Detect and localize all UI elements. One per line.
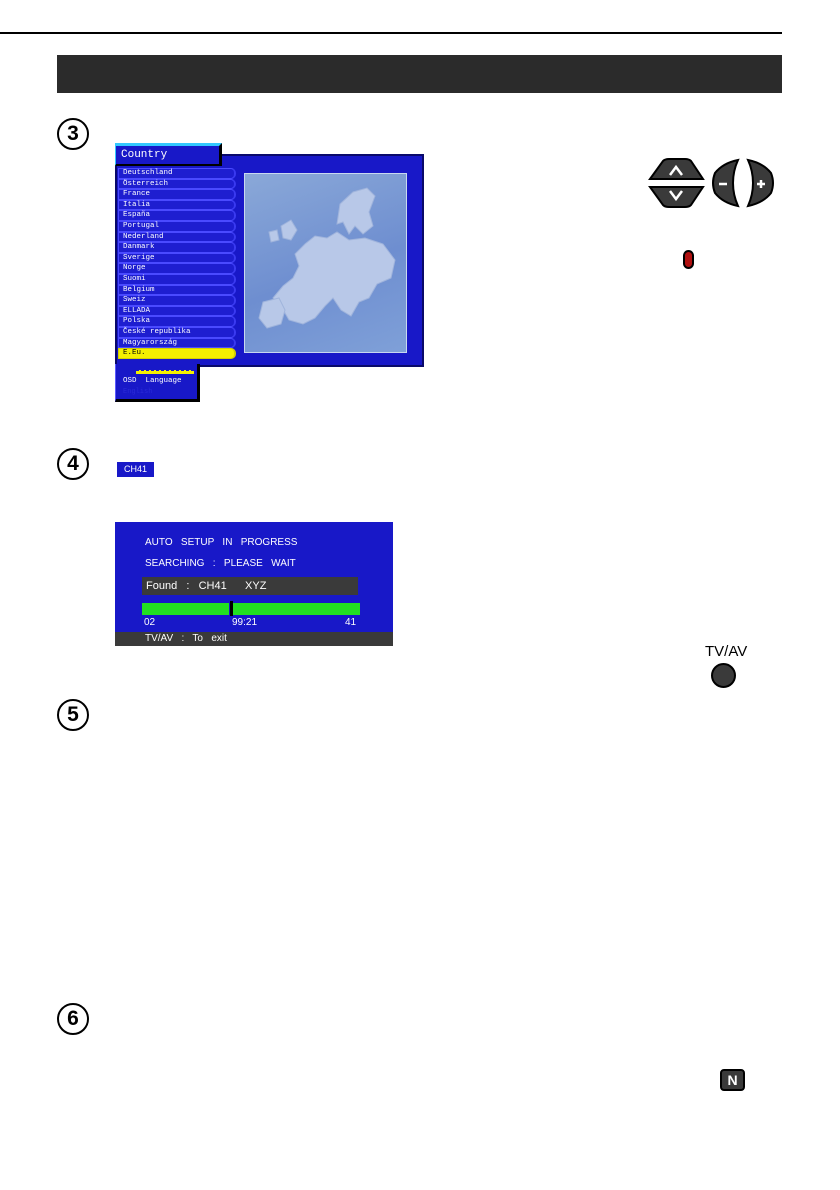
- osd-language-label: OSD Language: [123, 377, 182, 385]
- country-menu-title: Country: [115, 143, 222, 166]
- top-rule: [0, 32, 782, 34]
- auto-setup-title: AUTO SETUP IN PROGRESS: [145, 537, 298, 548]
- country-list: [118, 168, 238, 359]
- progress-end-value: 41: [345, 617, 357, 628]
- country-item[interactable]: Magyarország: [118, 338, 236, 349]
- channel-tag: CH41: [117, 462, 154, 477]
- osd-indicator-bar: [136, 370, 194, 374]
- auto-setup-footer: TV/AV : To exit: [115, 632, 393, 646]
- country-item[interactable]: Portugal: [118, 221, 236, 232]
- searching-status: SEARCHING : PLEASE WAIT: [145, 558, 296, 569]
- up-down-buttons[interactable]: [650, 159, 703, 207]
- country-item[interactable]: ELLADA: [118, 306, 236, 317]
- header-bar: [57, 55, 782, 93]
- country-item[interactable]: Norge: [118, 263, 236, 274]
- country-item[interactable]: Polska: [118, 316, 236, 327]
- tvav-label: TV/AV: [705, 643, 748, 660]
- step-3-marker: 3: [57, 118, 89, 150]
- country-item[interactable]: Nederland: [118, 232, 236, 243]
- step-6-marker: 6: [57, 1003, 89, 1035]
- europe-map: [244, 173, 407, 353]
- osd-language-box: [115, 364, 200, 402]
- n-button[interactable]: N: [720, 1069, 745, 1091]
- tvav-button[interactable]: [711, 663, 736, 688]
- remote-navigation-buttons: [645, 155, 785, 215]
- europe-map-icon: [245, 174, 406, 352]
- country-item[interactable]: Deutschland: [118, 168, 236, 179]
- osd-language-value: English: [123, 388, 153, 396]
- progress-marker: [230, 601, 233, 616]
- step-5-marker: 5: [57, 699, 89, 731]
- found-channel-bar: Found : CH41 XYZ: [142, 577, 358, 595]
- progress-remaining: [233, 603, 360, 615]
- progress-mid-value: 99:21: [232, 617, 258, 628]
- country-item[interactable]: Suomi: [118, 274, 236, 285]
- country-item[interactable]: Sverige: [118, 253, 236, 264]
- country-item[interactable]: Danmark: [118, 242, 236, 253]
- step-4-marker: 4: [57, 448, 89, 480]
- minus-plus-buttons[interactable]: [713, 160, 773, 206]
- progress-fill: [142, 603, 229, 615]
- country-item[interactable]: E.Eu.: [118, 348, 236, 359]
- country-item[interactable]: Italia: [118, 200, 236, 211]
- auto-setup-screen: [115, 522, 393, 646]
- country-item[interactable]: España: [118, 210, 236, 221]
- red-button[interactable]: [683, 250, 694, 269]
- progress-bar: [142, 603, 360, 615]
- country-item[interactable]: Österreich: [118, 179, 236, 190]
- country-item[interactable]: Sweiz: [118, 295, 236, 306]
- country-item[interactable]: Belgium: [118, 285, 236, 296]
- country-item[interactable]: České republika: [118, 327, 236, 338]
- country-item[interactable]: France: [118, 189, 236, 200]
- progress-start-value: 02: [144, 617, 156, 628]
